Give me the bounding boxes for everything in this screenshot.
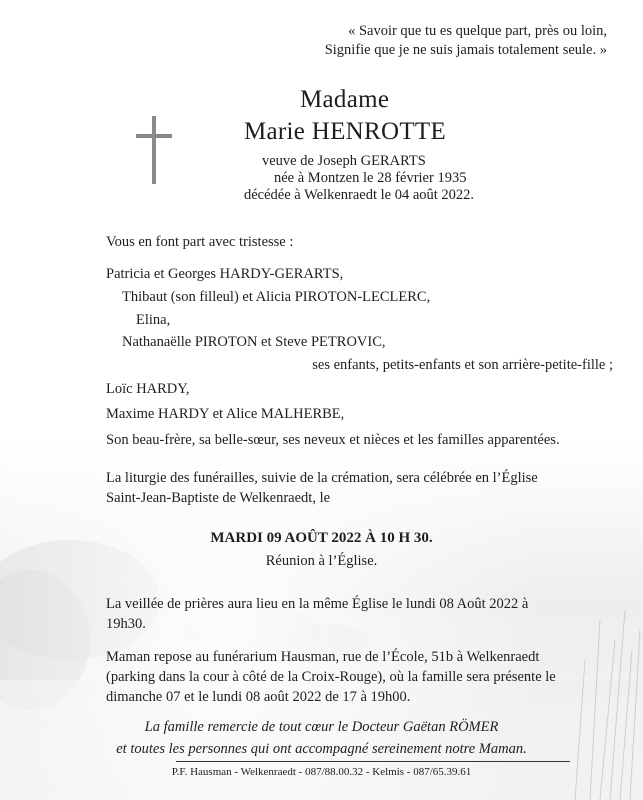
vigil-paragraph: La veillée de prières aura lieu en la même Église le lundi 08 Août 2022 à 19h30. xyxy=(106,596,529,632)
family-line-1: Patricia et Georges HARDY-GERARTS, xyxy=(106,266,344,282)
deceased-title: Madame xyxy=(300,86,390,113)
liturgy-line-2: Saint-Jean-Baptiste de Welkenraedt, le xyxy=(106,490,331,506)
rest-paragraph: Maman repose au funérarium Hausman, rue de l’École, 51b à Welkenraedt (parking dans la cour à côté de la Croix-Rouge), où la famille sera présente le dimanche 07 et le lundi 08 août 2022 de 17 à 19h00. xyxy=(106,649,556,705)
family-line-7: Son beau-frère, sa belle-sœur, ses neveux et nièces et les familles apparentées. xyxy=(106,432,560,448)
funeral-home-footer: P.F. Hausman - Welkenraedt - 087/88.00.32 - Kelmis - 087/65.39.61 xyxy=(171,766,472,778)
quote-line-2: Signifie que je ne suis jamais totalement seule. » xyxy=(324,42,607,58)
deceased-name: Marie HENROTTE xyxy=(244,118,447,145)
footer-divider xyxy=(176,761,570,762)
ceremony-date: MARDI 09 AOÛT 2022 À 10 H 30. xyxy=(210,530,433,546)
family-line-2: Thibaut (son filleul) et Alicia PIROTON-LECLERC, xyxy=(122,289,431,305)
announcement-line: Vous en font part avec tristesse : xyxy=(106,234,294,250)
family-relation-line: ses enfants, petits-enfants et son arrière-petite-fille ; xyxy=(312,357,613,373)
quote-line-1: « Savoir que tu es quelque part, près ou loin, xyxy=(348,23,607,39)
widow-of-line: veuve de Joseph GERARTS xyxy=(262,153,426,169)
epigraph-quote xyxy=(247,22,607,60)
birth-line: née à Montzen le 28 février 1935 xyxy=(274,170,467,186)
thanks-line-1: La famille remercie de tout cœur le Docteur Gaëtan RÖMER xyxy=(144,719,499,735)
thanks-message xyxy=(0,716,643,760)
thanks-line-2: et toutes les personnes qui ont accompagné sereinement notre Maman. xyxy=(116,741,527,757)
family-line-3: Elina, xyxy=(136,312,171,328)
family-line-4: Nathanaëlle PIROTON et Steve PETROVIC, xyxy=(122,334,386,350)
meeting-place: Réunion à l’Église. xyxy=(265,553,378,569)
family-line-5: Loïc HARDY, xyxy=(106,381,190,397)
cross-icon xyxy=(136,116,172,184)
death-line: décédée à Welkenraedt le 04 août 2022. xyxy=(244,187,475,203)
liturgy-line-1: La liturgie des funérailles, suivie de la crémation, sera célébrée en l’Église xyxy=(106,470,538,486)
family-line-6: Maxime HARDY et Alice MALHERBE, xyxy=(106,406,345,422)
